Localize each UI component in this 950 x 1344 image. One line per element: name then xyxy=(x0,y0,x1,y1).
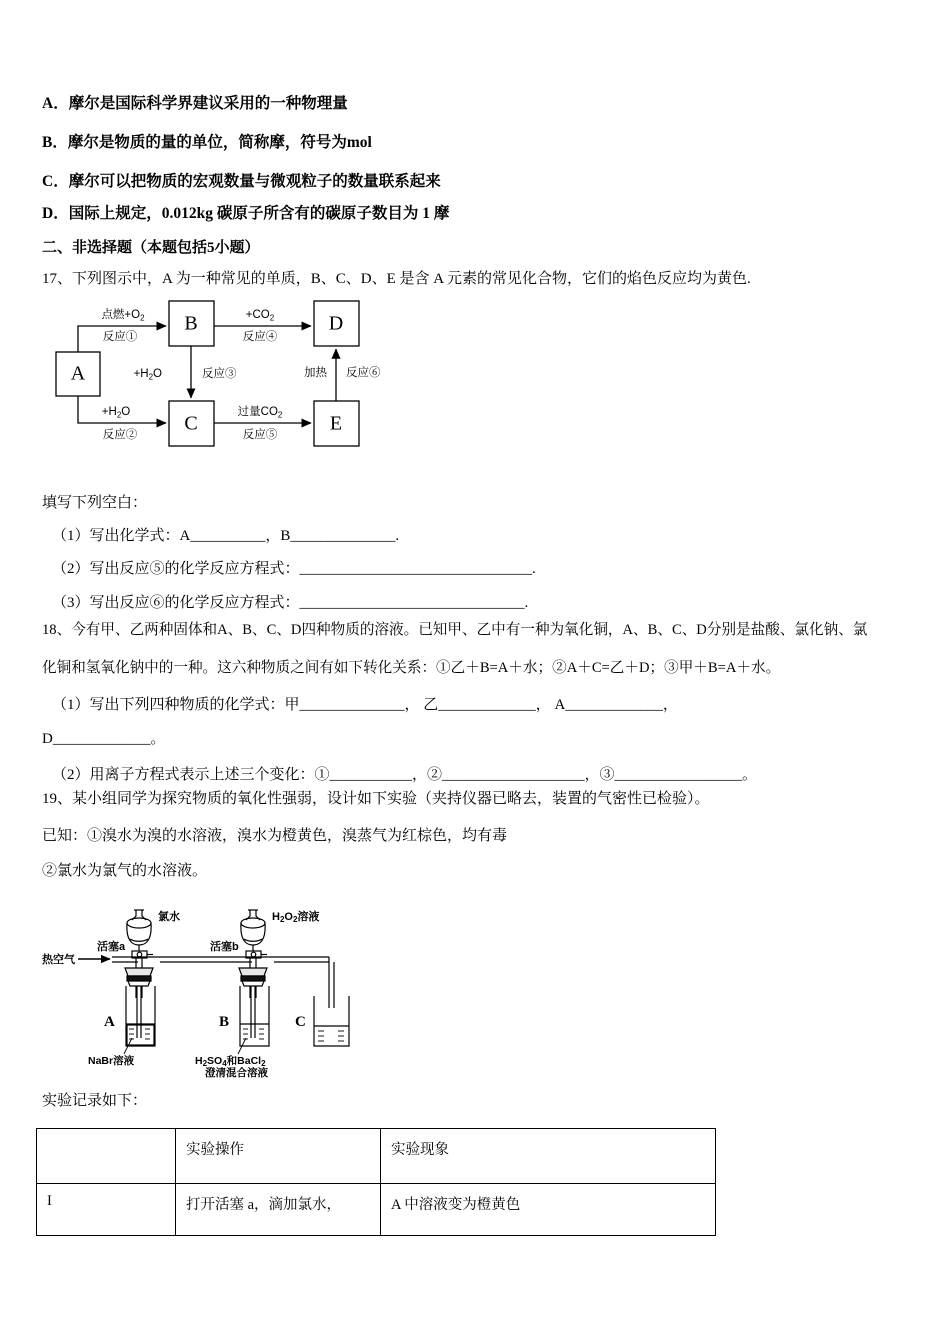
option-c: C．摩尔可以把物质的宏观数量与微观粒子的数量联系起来 xyxy=(42,173,441,190)
flow-node-d-label: D xyxy=(328,312,344,335)
q19-record-prompt: 实验记录如下： xyxy=(42,1093,148,1109)
apparatus-stopcock-a-label: 活塞a xyxy=(97,941,126,953)
q17-fill-prompt: 填写下列空白： xyxy=(42,495,148,511)
option-b-label: B xyxy=(42,134,53,151)
apparatus-vessel-c-label: C xyxy=(295,1014,306,1030)
flow-edge-bd-bottom: 反应④ xyxy=(242,331,278,343)
flow-edge-bd-top: $+CO_2$ xyxy=(245,309,275,323)
table-cell-index: I xyxy=(37,1184,176,1236)
flow-edge-ab-bottom: 反应① xyxy=(102,331,138,343)
q19-known-2: ②氯水为氯气的水溶液。 xyxy=(42,863,208,879)
apparatus-inlet-label: 热空气 xyxy=(42,954,75,966)
flow-node-b-label: B xyxy=(184,312,198,335)
option-c-label: C xyxy=(42,173,54,190)
table-header-row xyxy=(37,1129,716,1184)
apparatus-stopcock-b-label: 活塞b xyxy=(210,941,239,953)
apparatus-vessel-a-content: NaBr溶液 xyxy=(88,1055,135,1067)
flow-edge-bc-right: 反应③ xyxy=(202,368,237,380)
question-18-stem-line1: 18、今有甲、乙两种固体和A、B、C、D四种物质的溶液。已知甲、乙中有一种为氧化铜，A、B、C、D分别是盐酸、氯化钠、氯 xyxy=(42,622,868,638)
section-heading: 二、非选择题（本题包括5小题） xyxy=(42,240,260,256)
question-19-stem: 19、某小组同学为探究物质的氧化性强弱，设计如下实验（夹持仪器已略去，装置的气密性已检验）。 xyxy=(42,791,710,807)
apparatus-vessel-b-content-1: H2SO4和BaCl2 xyxy=(195,1055,266,1068)
question-17-stem: 17、下列图示中，A 为一种常见的单质，B、C、D、E 是含 A 元素的常见化合物，它们的焰色反应均为黄色. xyxy=(42,271,751,287)
flow-edge-ce-top: 过量$CO_2$ xyxy=(237,406,283,420)
flow-edge-ac-top: $+H_2O$ xyxy=(101,406,131,420)
experiment-record-table xyxy=(36,1128,716,1236)
flow-node-e-label: E xyxy=(329,412,343,435)
q17-item-2: （2）写出反应⑤的化学反应方程式：_______________________________. xyxy=(52,561,536,577)
q18-item-1a: （1）写出下列四种物质的化学式：甲______________， 乙_____________， A_____________， xyxy=(52,697,678,713)
flow-node-a-label: A xyxy=(70,362,86,385)
flow-edge-ed-right: 反应⑥ xyxy=(346,367,381,379)
option-d-label: D xyxy=(42,205,54,222)
option-a-label: A xyxy=(42,95,54,112)
table-cell-operation: 打开活塞 a，滴加氯水， xyxy=(176,1184,381,1236)
option-b-text: 摩尔是物质的量的单位，简称摩，符号为mol xyxy=(67,134,372,151)
q17-item-1: （1）写出化学式：A__________，B______________. xyxy=(52,528,400,544)
flow-edge-ab-top: 点燃$+O_2$ xyxy=(101,309,145,323)
option-c-text: 摩尔可以把物质的宏观数量与微观粒子的数量联系起来 xyxy=(68,173,441,190)
table-header-operation: 实验操作 xyxy=(176,1129,381,1184)
apparatus-vessel-b-content-2: 澄清混合溶液 xyxy=(205,1067,268,1078)
table-cell-phenomenon: A 中溶液变为橙黄色 xyxy=(381,1184,716,1236)
apparatus-funnel-a-label: 氯水 xyxy=(158,911,180,923)
table-header-index xyxy=(37,1129,176,1184)
flow-edge-ed-left: 加热 xyxy=(304,367,327,379)
reaction-flowchart xyxy=(42,296,422,466)
option-a-text: 摩尔是国际科学界建议采用的一种物理量 xyxy=(68,95,348,112)
q18-item-2: （2）用离子方程式表示上述三个变化：①___________，②___________________，③_________________。 xyxy=(52,767,758,783)
flow-edge-ac-bottom: 反应② xyxy=(102,429,138,441)
apparatus-vessel-b-label: B xyxy=(219,1014,230,1030)
q18-item-1b: D_____________。 xyxy=(42,731,166,747)
apparatus-funnel-b-label: H2O2溶液 xyxy=(272,911,320,924)
question-18-stem-line2: 化铜和氢氧化钠中的一种。这六种物质之间有如下转化关系：①乙＋B=A＋水；②A＋C=乙＋D；③甲＋B=A＋水。 xyxy=(42,660,781,676)
table-header-phenomenon: 实验现象 xyxy=(381,1129,716,1184)
option-d: D．国际上规定，0.012kg 碳原子所含有的碳原子数目为 1 摩 xyxy=(42,205,450,222)
option-a: A．摩尔是国际科学界建议采用的一种物理量 xyxy=(42,95,348,112)
q19-known-1: 已知：①溴水为溴的水溶液，溴水为橙黄色，溴蒸气为红棕色，均有毒 xyxy=(42,828,508,844)
option-d-text: 国际上规定，0.012kg 碳原子所含有的碳原子数目为 1 摩 xyxy=(68,205,450,222)
flow-node-c-label: C xyxy=(184,412,198,435)
table-row xyxy=(37,1184,716,1236)
q17-item-3: （3）写出反应⑥的化学反应方程式：______________________________. xyxy=(52,595,529,611)
flow-edge-ce-bottom: 反应⑤ xyxy=(242,429,278,441)
experiment-apparatus-diagram xyxy=(42,898,372,1078)
flow-edge-bc-left: $+H_2O$ xyxy=(133,368,162,382)
apparatus-vessel-a-label: A xyxy=(104,1014,115,1030)
option-b: B．摩尔是物质的量的单位，简称摩，符号为mol xyxy=(42,134,372,151)
